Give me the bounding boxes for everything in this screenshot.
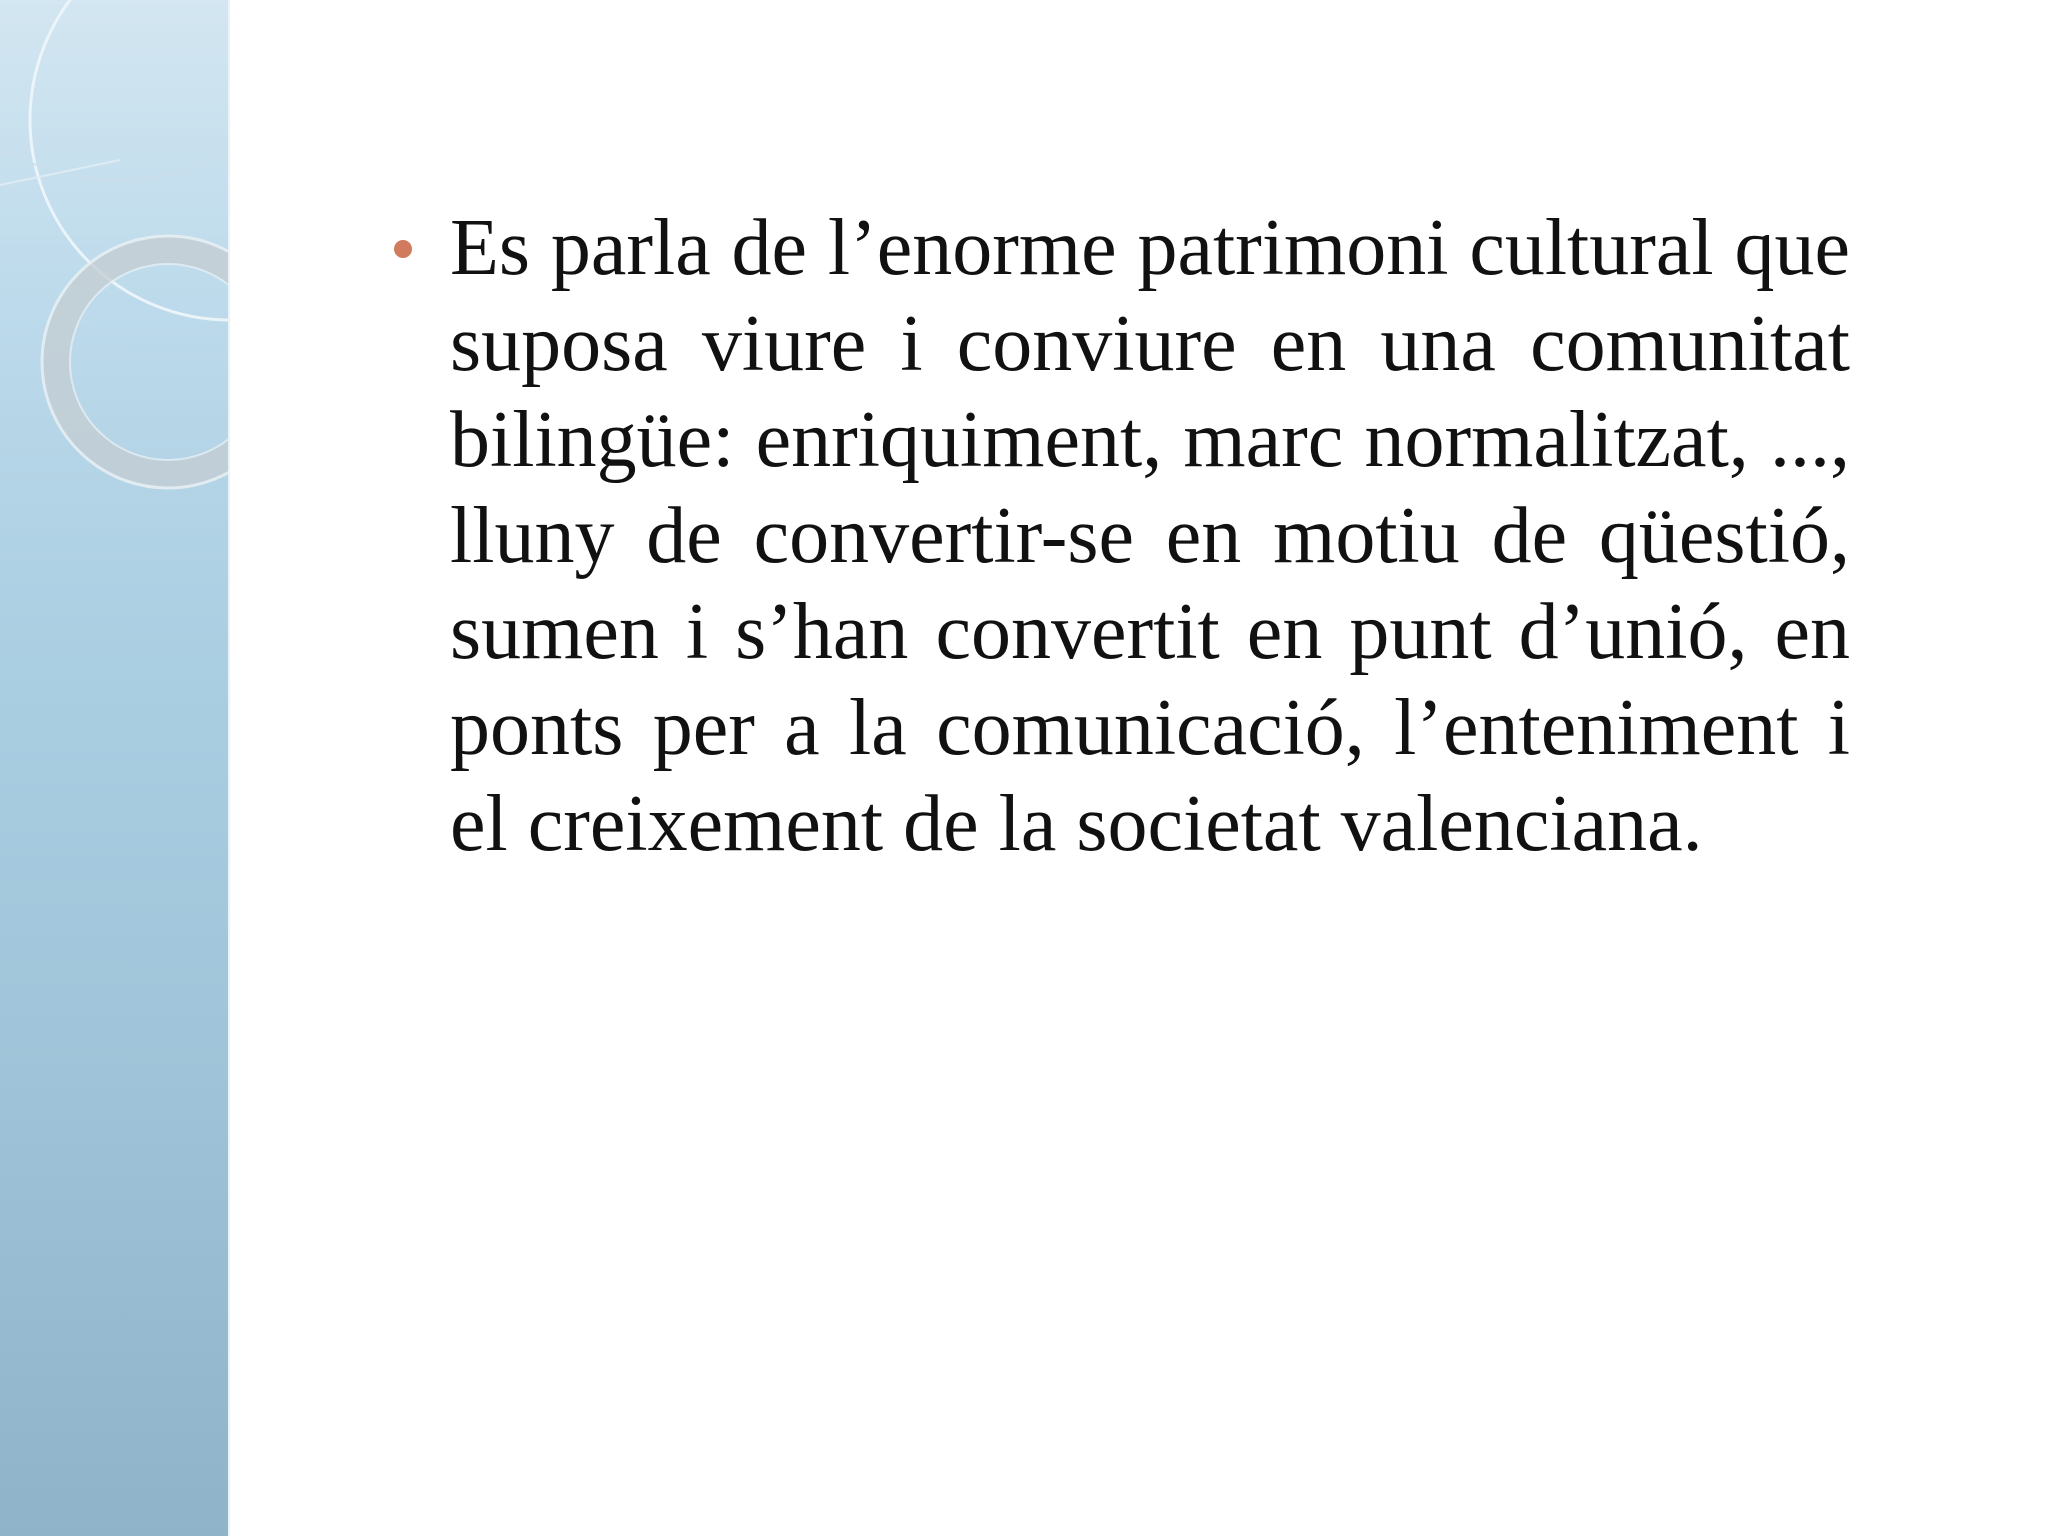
bullet-text: Es parla de l’enorme patrimoni cultural que suposa viure i conviure en una comunitat bilingüe: enriquiment, marc normalitzat, ..., lluny de convertir-se en motiu de qüestió, sumen i s’han convertit en punt d’unió, en ponts per a la comunicació, l’enteniment i el creixement de la societat valenciana. xyxy=(450,204,1850,868)
decorative-rings xyxy=(0,0,228,1536)
bullet-dot-icon xyxy=(394,240,412,258)
slide-content xyxy=(390,200,1850,872)
bullet-item xyxy=(390,200,1850,872)
decorative-side-band xyxy=(0,0,230,1536)
